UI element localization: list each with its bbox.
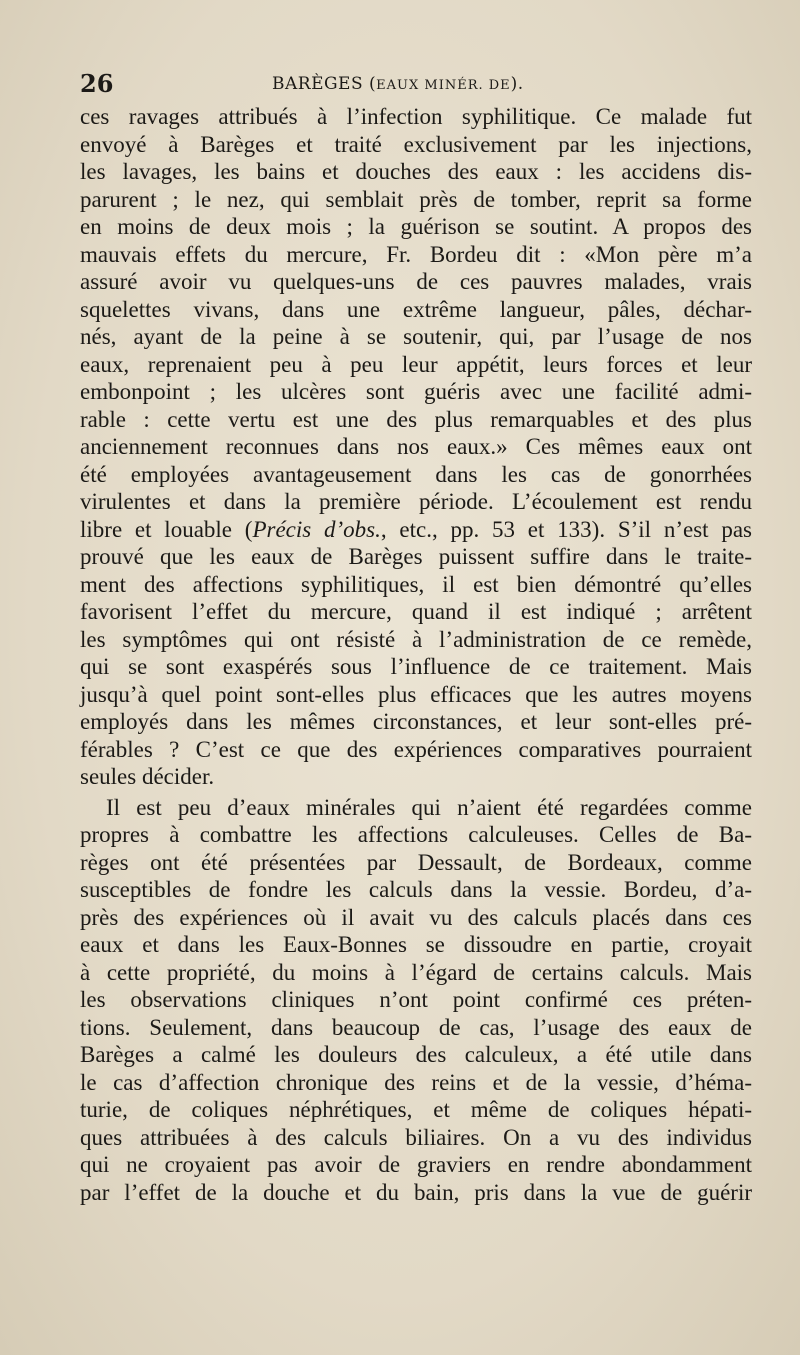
paragraph-2 [80,794,752,1207]
text-line: parurent ; le nez, qui semblait près de tomber, reprit sa forme [80,186,752,212]
text-line-with-citation [80,516,752,544]
running-head-close: ). [510,74,524,94]
text-line: qui se sont exaspérés sous l’influence de ce traitement. Mais [80,654,752,679]
text-line: règes ont été présentées par Dessault, de Bordeaux, comme [80,849,752,875]
text-line: ces ravages attribués à l’infection syphilitique. Ce malade fut [80,104,752,129]
text-line: employés dans les mêmes circonstances, et leur sont-elles pré- [80,709,752,734]
running-head-subtitle: EAUX MINÉR. DE [376,78,511,93]
running-head [272,66,524,104]
page-header [80,66,752,102]
text-line: tions. Seulement, dans beaucoup de cas, l’usage des eaux de [80,1014,752,1040]
text-line: assuré avoir vu quelques-uns de ces pauvres malades, vrais [80,269,752,294]
text-line: susceptibles de fondre les calculs dans la vessie. Bordeu, d’a- [80,877,752,902]
citation-title: Précis d’obs. [252,516,381,542]
text-line: favorisent l’effet du mercure, quand il est indiqué ; arrêtent [80,599,752,624]
text-line: Barèges a calmé les douleurs des calculeux, a été utile dans [80,1042,752,1067]
text-line: les lavages, les bains et douches des eaux : les accidens dis- [80,159,752,184]
text-line: eaux, reprenaient peu à peu leur appétit, leurs forces et leur [80,351,752,377]
citation-lead: libre et louable ( [80,516,253,542]
text-line: les symptômes qui ont résisté à l’administration de ce remède, [80,626,752,652]
text-line: ment des affections syphilitiques, il est bien démontré qu’elles [80,571,752,597]
text-line: virulentes et dans la première période. L’écoulement est rendu [80,489,752,514]
text-line: à cette propriété, du moins à l’égard de certains calculs. Mais [80,959,752,985]
text-line: par l’effet de la douche et du bain, pris dans la vue de guérir [80,1179,752,1205]
text-line: anciennement reconnues dans nos eaux.» Ces mêmes eaux ont [80,434,752,459]
text-line: ques attribuées à des calculs biliaires. On a vu des individus [80,1124,752,1150]
text-line: près des expériences où il avait vu des calculs placés dans ces [80,904,752,930]
text-line: eaux et dans les Eaux-Bonnes se dissoudre en partie, croyait [80,932,752,957]
text-line: qui ne croyaient pas avoir de graviers en rendre abondamment [80,1152,752,1177]
text-line: les observations cliniques n’ont point confirmé ces préten- [80,987,752,1012]
text-line: mauvais effets du mercure, Fr. Bordeu dit : «Mon père m’a [80,241,752,267]
text-line: le cas d’affection chronique des reins et de la vessie, d’héma- [80,1069,752,1095]
text-line: squelettes vivans, dans une extrême langueur, pâles, déchar- [80,296,752,322]
citation-tail: , etc., pp. 53 et 133). S’il n’est pas [380,516,753,542]
text-line: envoyé à Barèges et traité exclusivement par les injections, [80,131,752,157]
text-line: nés, ayant de la peine à se soutenir, qui, par l’usage de nos [80,324,752,349]
running-head-open: ( [369,74,377,94]
text-line: turie, de coliques néphrétiques, et même de coliques hépati- [80,1097,752,1122]
text-line: Il est peu d’eaux minérales qui n’aient été regardées comme [106,794,752,820]
text-line: en moins de deux mois ; la guérison se soutint. A propos des [80,214,752,239]
text-line: propres à combattre les affections calculeuses. Celles de Ba- [80,822,752,847]
paragraph-1 [80,103,752,791]
text-line: seules décider. [80,764,215,789]
body-text [80,103,752,1206]
text-line: jusqu’à quel point sont-elles plus efficaces que les autres moyens [80,681,752,707]
text-line: prouvé que les eaux de Barèges puissent suffire dans le traite- [80,544,752,569]
text-line: férables ? C’est ce que des expériences comparatives pourraient [80,736,752,762]
running-head-title: BARÈGES [272,74,364,94]
text-line: été employées avantageusement dans les cas de gonorrhées [80,461,752,487]
text-line: embonpoint ; les ulcères sont guéris avec une facilité admi- [80,379,752,404]
page-number: 26 [80,69,114,98]
text-line: rable : cette vertu est une des plus remarquables et des plus [80,406,752,432]
